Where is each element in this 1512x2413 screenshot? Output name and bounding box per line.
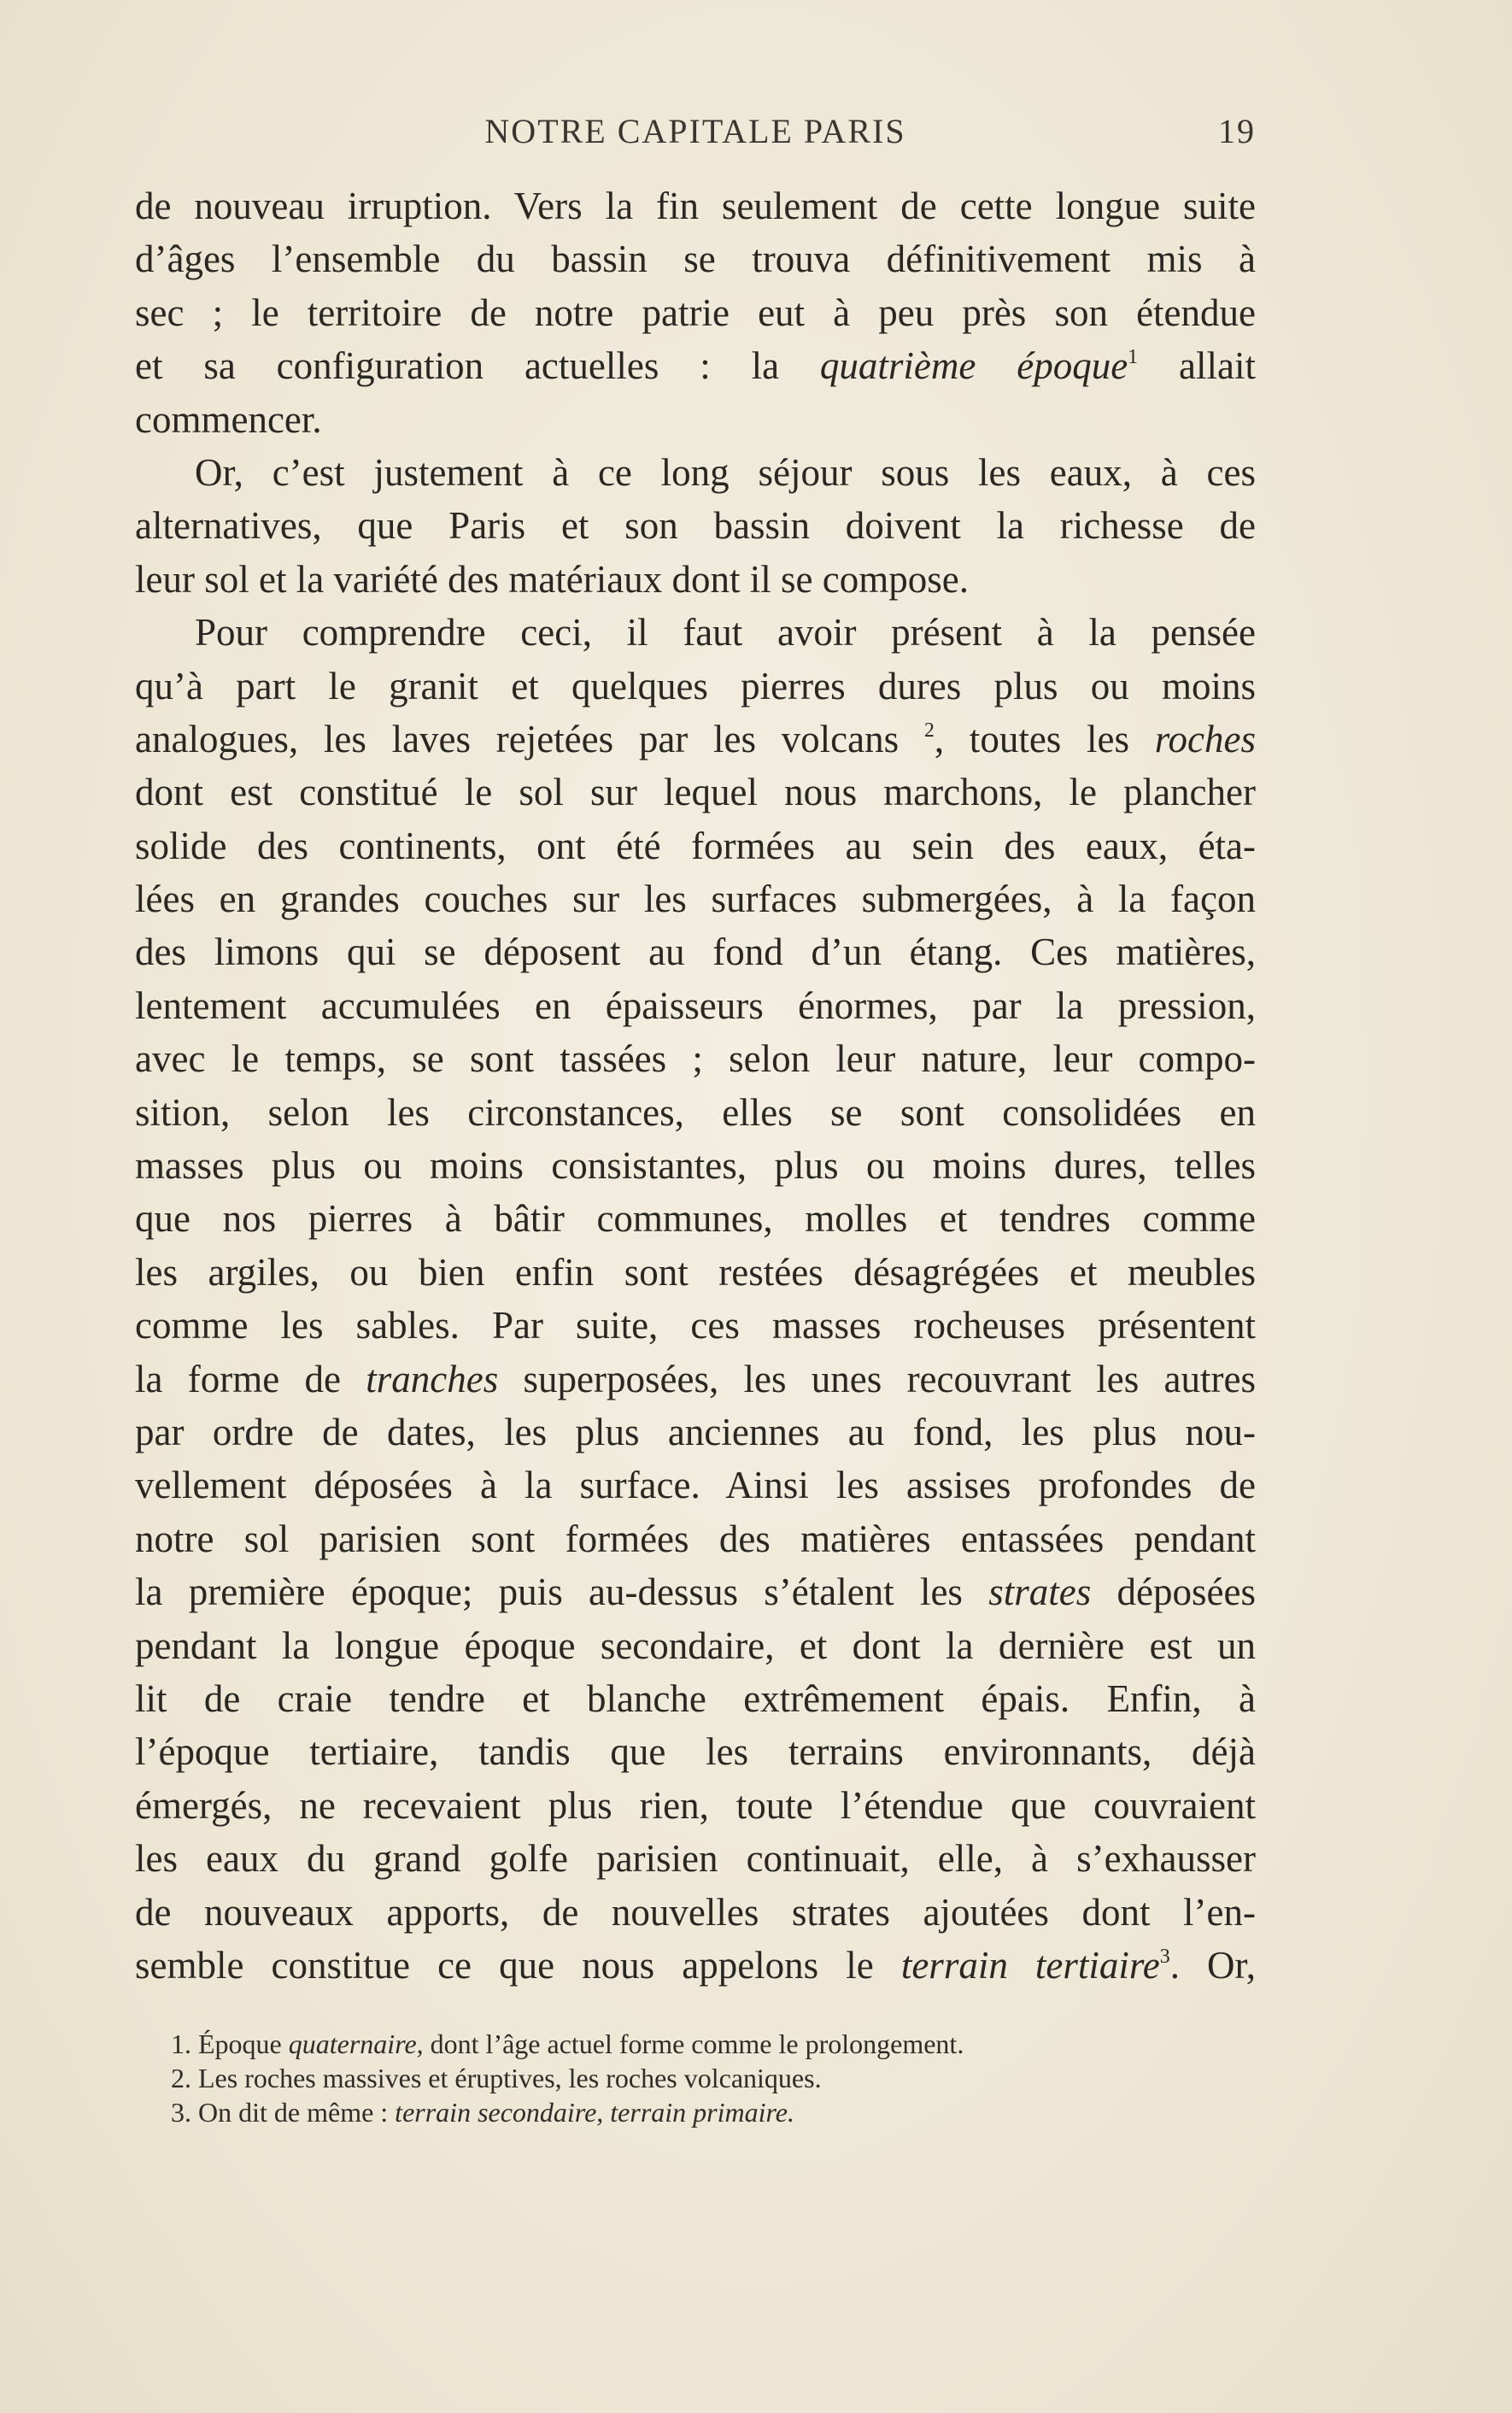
text-run: de nouveau irruption. Vers la fin seulement de cette longue suite [135, 185, 1256, 227]
text-line [135, 1886, 1256, 1939]
text-run: lées en grandes couches sur les surfaces submergées, à la façon [135, 878, 1256, 921]
text-run: lentement accumulées en épaisseurs énormes, par la pression, [135, 983, 1256, 1027]
italic-text: terrain secondaire, terrain primaire. [395, 2097, 794, 2128]
footnote [171, 2095, 1256, 2129]
text-line [135, 1779, 1256, 1832]
text-line [135, 766, 1256, 819]
italic-text: quaternaire, [288, 2028, 424, 2059]
text-run: des limons qui se déposent au fond d’un étang. Ces matières, [135, 931, 1256, 974]
italic-text: tranches [366, 1357, 499, 1400]
text-line [135, 1032, 1256, 1085]
text-line [135, 1619, 1256, 1672]
text-run: déposées [1091, 1571, 1256, 1614]
text-run: vellement déposées à la surface. Ainsi les assises profondes de [135, 1464, 1256, 1507]
footnote [171, 2027, 1256, 2061]
text-run: superposées, les unes recouvrant les autres [498, 1357, 1256, 1400]
text-line [135, 1192, 1256, 1245]
italic-text: terrain tertiaire [900, 1943, 1160, 1987]
text-run: leur sol et la variété des matériaux dont il se compose. [135, 557, 969, 601]
text-run: pendant la longue époque secondaire, et dont la dernière est un [135, 1623, 1256, 1667]
text-line [135, 1246, 1256, 1299]
text-run: d’âges l’ensemble du bassin se trouva définitivement mis à [135, 238, 1256, 281]
text-line [135, 1565, 1256, 1618]
text-line [135, 1406, 1256, 1459]
footnote [171, 2061, 1256, 2095]
italic-text: strates [988, 1571, 1092, 1614]
text-run: lit de craie tendre et blanche extrêmement épais. Enfin, à [135, 1676, 1256, 1720]
text-run: émergés, ne recevaient plus rien, toute l’étendue que couvraient [135, 1783, 1256, 1827]
text-line [135, 1939, 1256, 1992]
text-line [135, 1725, 1256, 1778]
text-run: qu’à part le granit et quelques pierres dures plus ou moins [135, 664, 1256, 707]
text-run: semble constitue ce que nous appelons le [135, 1943, 901, 1987]
text-line [135, 393, 1256, 446]
text-line [135, 1086, 1256, 1139]
text-run: et sa configuration actuelles : la [135, 344, 820, 388]
text-run: avec le temps, se sont tassées ; selon leur nature, leur compo- [135, 1037, 1256, 1081]
text-run: la forme de [135, 1357, 366, 1400]
footnotes [171, 2027, 1256, 2129]
text-line [135, 660, 1256, 713]
text-run: Or, c’est justement à ce long séjour sous les eaux, à ces [195, 450, 1256, 494]
text-run: , toutes les [934, 717, 1155, 760]
footnote-ref: 2 [923, 719, 935, 742]
page-number: 19 [1218, 112, 1256, 150]
text-run: masses plus ou moins consistantes, plus ou moins dures, telles [135, 1144, 1256, 1188]
text-run: sition, selon les circonstances, elles se sont consolidées en [135, 1090, 1256, 1134]
running-head [135, 111, 1256, 154]
footnote-ref: 3 [1159, 1945, 1170, 1968]
text-run: notre sol parisien sont formées des matières entassées pendant [135, 1517, 1256, 1560]
text-run: solide des continents, ont été formées au sein des eaux, éta- [135, 824, 1256, 867]
text-run: allait [1138, 344, 1256, 388]
text-run: 2. Les roches massives et éruptives, les roches volcaniques. [171, 2063, 822, 2093]
text-run: analogues, les laves rejetées par les volcans [135, 717, 924, 760]
text-run: 3. On dit de même : [171, 2097, 396, 2128]
text-line [135, 232, 1256, 285]
text-run: comme les sables. Par suite, ces masses rocheuses présentent [135, 1304, 1256, 1347]
text-line [135, 925, 1256, 978]
text-line [135, 606, 1256, 659]
text-run: dont l’âge actuel forme comme le prolongement. [423, 2028, 964, 2059]
text-run: alternatives, que Paris et son bassin doivent la richesse de [135, 504, 1256, 548]
text-run: 1. Époque [171, 2028, 289, 2059]
text-run: l’époque tertiaire, tandis que les terrains environnants, déjà [135, 1730, 1256, 1774]
text-run: que nos pierres à bâtir communes, molles et tendres comme [135, 1197, 1256, 1241]
text-run: Pour comprendre ceci, il faut avoir présent à la pensée [195, 611, 1256, 655]
body-text [135, 179, 1256, 1992]
text-line [135, 1459, 1256, 1512]
text-line [135, 553, 1256, 606]
text-line [135, 499, 1256, 552]
text-run: de nouveaux apports, de nouvelles strates ajoutées dont l’en- [135, 1890, 1256, 1934]
text-run: commencer. [135, 397, 322, 441]
text-run: par ordre de dates, les plus anciennes au fond, les plus nou- [135, 1410, 1256, 1453]
running-title: NOTRE CAPITALE PARIS [484, 112, 906, 150]
text-line [135, 713, 1256, 766]
italic-text: roches [1154, 717, 1257, 760]
text-run: les eaux du grand golfe parisien continuait, elle, à s’exhausser [135, 1837, 1256, 1881]
text-line [135, 286, 1256, 339]
text-line [135, 339, 1256, 392]
text-line [135, 1299, 1256, 1352]
text-line [135, 1512, 1256, 1565]
text-run: dont est constitué le sol sur lequel nous marchons, le plancher [135, 771, 1256, 814]
text-line [135, 179, 1256, 232]
text-run: . Or, [1169, 1943, 1256, 1987]
text-line [135, 872, 1256, 925]
footnote-ref: 1 [1128, 346, 1139, 369]
text-line [135, 1139, 1256, 1192]
text-line [135, 446, 1256, 499]
text-run: la première époque; puis au-dessus s’étalent les [135, 1571, 989, 1614]
italic-text: quatrième époque [819, 344, 1128, 388]
text-line [135, 1672, 1256, 1725]
text-line [135, 1353, 1256, 1406]
text-line [135, 979, 1256, 1032]
text-line [135, 1832, 1256, 1885]
text-run: les argiles, ou bien enfin sont restées désagrégées et meubles [135, 1250, 1256, 1294]
text-run: sec ; le territoire de notre patrie eut à peu près son étendue [135, 291, 1256, 334]
text-line [135, 819, 1256, 872]
